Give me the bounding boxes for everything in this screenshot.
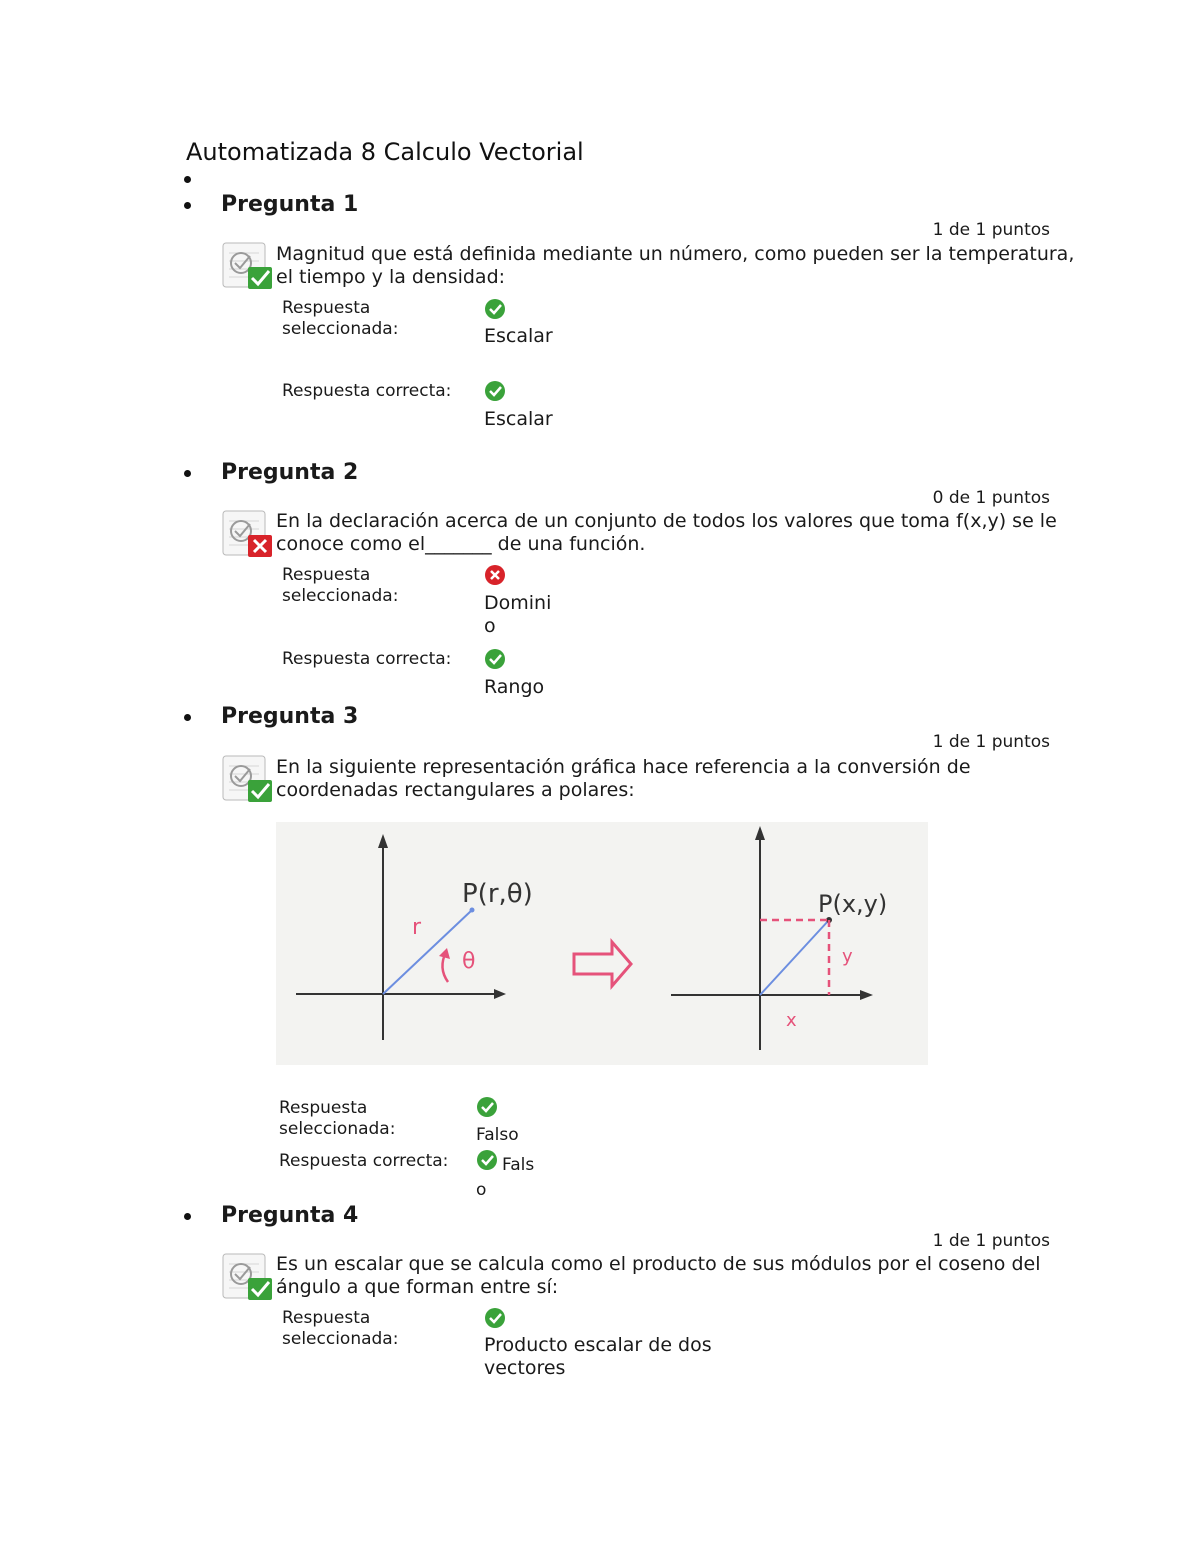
question-2-points: 0 de 1 puntos (932, 488, 1050, 508)
selected-answer-value: Escalar (484, 325, 553, 347)
check-circle-icon (476, 1096, 498, 1118)
coordinate-conversion-figure (276, 822, 928, 1065)
r-label: r (412, 915, 422, 940)
check-circle-icon (484, 380, 506, 402)
selected-answer-value: Producto escalar de dos vectores (484, 1334, 712, 1379)
graded-correct-icon (221, 241, 275, 291)
question-4-text: Es un escalar que se calcula como el producto de sus módulos por el coseno del ángulo a que forman entre sí: (276, 1253, 1041, 1298)
question-bullet (184, 1213, 191, 1220)
question-bullet (184, 202, 191, 209)
correct-answer-value: Escalar (484, 408, 553, 430)
question-bullet (184, 470, 191, 477)
check-circle-icon (484, 1307, 506, 1329)
correct-answer-label: Respuesta correcta: (282, 649, 452, 669)
graded-incorrect-icon (221, 509, 275, 559)
correct-answer-label: Respuesta correcta: (279, 1151, 449, 1171)
x-circle-icon (484, 564, 506, 586)
correct-answer-value: Rango (484, 676, 545, 698)
question-3-text: En la siguiente representación gráfica hace referencia a la conversión de coordenadas rectangulares a polares: (276, 756, 971, 801)
question-2-text: En la declaración acerca de un conjunto de todos los valores que toma f(x,y) se le conoce como el_______ de una función. (276, 510, 1057, 555)
check-circle-icon (484, 648, 506, 670)
selected-answer-label: Respuesta seleccionada: (282, 565, 399, 606)
rectangular-point-label: P(x,y) (818, 890, 888, 918)
question-2-heading: Pregunta 2 (221, 460, 359, 485)
check-circle-icon (484, 298, 506, 320)
y-label: y (842, 946, 853, 967)
selected-answer-value: Falso (476, 1125, 519, 1145)
graded-correct-icon (221, 1252, 275, 1302)
question-1-points: 1 de 1 puntos (932, 220, 1050, 240)
question-4-points: 1 de 1 puntos (932, 1231, 1050, 1251)
polar-point-label: P(r,θ) (462, 879, 533, 909)
x-label: x (786, 1010, 797, 1031)
theta-label: θ (462, 949, 476, 974)
correct-answer-value: Falso (476, 1155, 535, 1200)
selected-answer-label: Respuesta seleccionada: (282, 1308, 399, 1349)
question-3-heading: Pregunta 3 (221, 704, 359, 729)
page-title: Automatizada 8 Calculo Vectorial (186, 138, 584, 166)
question-4-heading: Pregunta 4 (221, 1203, 359, 1228)
selected-answer-label: Respuesta seleccionada: (282, 298, 399, 339)
question-1-text: Magnitud que está definida mediante un número, como pueden ser la temperatura, el tiempo y la densidad: (276, 243, 1075, 288)
question-bullet (184, 714, 191, 721)
empty-bullet (184, 176, 191, 183)
graded-correct-icon (221, 754, 275, 804)
selected-answer-value: Dominio (484, 592, 552, 637)
correct-answer-label: Respuesta correcta: (282, 381, 452, 401)
selected-answer-label: Respuesta seleccionada: (279, 1098, 396, 1139)
question-3-points: 1 de 1 puntos (932, 732, 1050, 752)
question-1-heading: Pregunta 1 (221, 192, 359, 217)
